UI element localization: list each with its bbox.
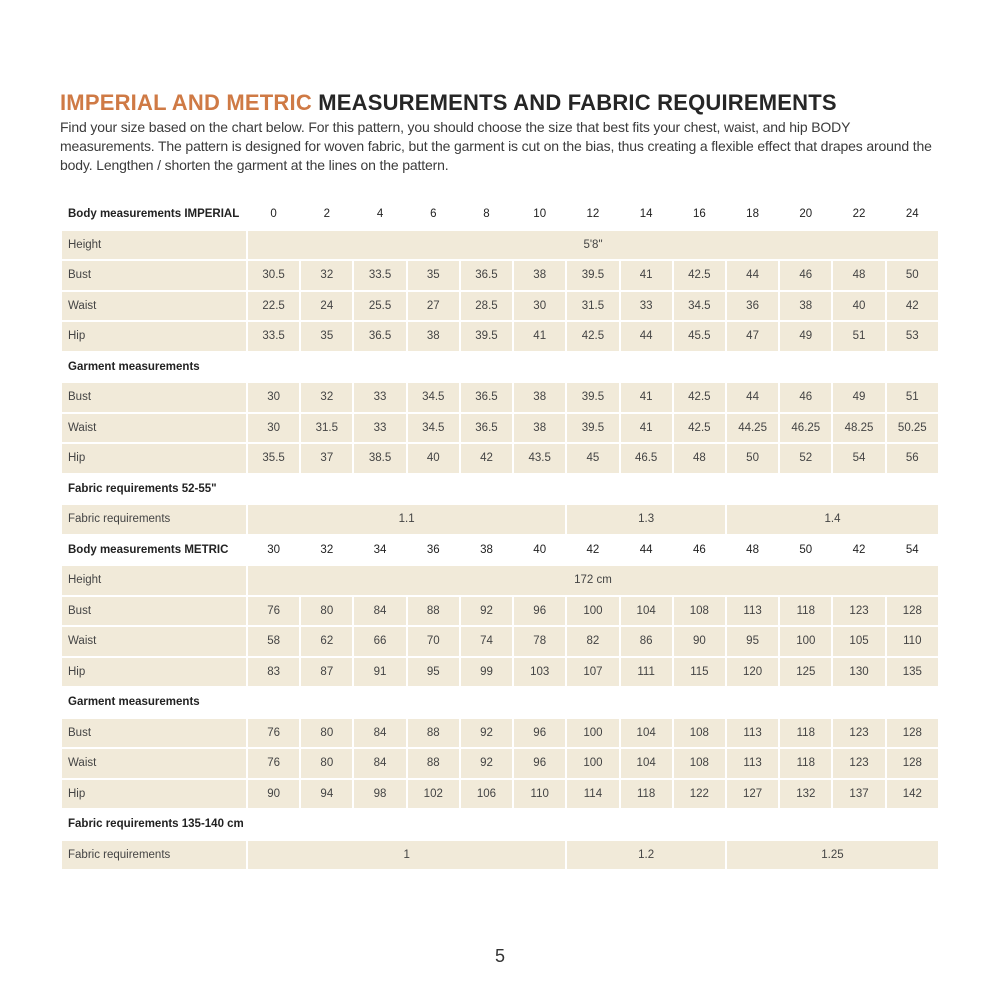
row-label: Waist <box>62 627 246 656</box>
fabric-value: 1.2 <box>567 841 725 870</box>
measurement-value: 114 <box>567 780 618 809</box>
size-label: 48 <box>746 543 759 556</box>
measurement-value: 113 <box>727 719 778 748</box>
size-label: 2 <box>323 208 331 221</box>
size-label: 20 <box>799 208 813 221</box>
measurement-value: 33 <box>621 292 672 321</box>
measurement-value: 41 <box>621 261 672 290</box>
measurement-value: 78 <box>514 627 565 656</box>
measurement-value: 37 <box>301 444 352 473</box>
metric-fabric-row <box>62 841 938 870</box>
row-label: Hip <box>62 658 246 687</box>
size-label: 22 <box>852 208 866 221</box>
measurement-value: 39.5 <box>567 383 618 412</box>
measurement-value: 58 <box>248 627 299 656</box>
row-label: Hip <box>62 780 246 809</box>
measurement-value: 44 <box>621 322 672 351</box>
measurement-value: 38 <box>514 383 565 412</box>
size-label: 54 <box>905 543 919 556</box>
imperial-body-row <box>62 322 938 351</box>
measurement-value: 49 <box>833 383 884 412</box>
measurement-value: 106 <box>461 780 512 809</box>
measurement-value: 96 <box>514 719 565 748</box>
height-value: 172 cm <box>248 566 938 595</box>
measurement-value: 95 <box>408 658 459 687</box>
fabric-value: 1.25 <box>727 841 938 870</box>
measurement-value: 76 <box>248 719 299 748</box>
measurement-value: 39.5 <box>567 261 618 290</box>
size-label: 34 <box>373 543 387 556</box>
measurement-value: 66 <box>354 627 405 656</box>
measurement-value: 50.25 <box>887 414 938 443</box>
measurement-value: 96 <box>514 749 565 778</box>
measurement-value: 54 <box>833 444 884 473</box>
measurement-value: 108 <box>674 749 725 778</box>
metric-garment-row <box>62 749 938 778</box>
section-header: Garment measurements <box>68 696 200 709</box>
size-label: 14 <box>639 208 653 221</box>
size-label: 18 <box>746 208 759 221</box>
metric-fabric-header-row <box>62 810 938 839</box>
measurement-value: 28.5 <box>461 292 512 321</box>
size-label: 32 <box>320 543 334 556</box>
measurement-value: 88 <box>408 749 459 778</box>
metric-height-row <box>62 566 938 595</box>
row-label: Hip <box>62 444 246 473</box>
measurement-value: 40 <box>408 444 459 473</box>
measurement-value: 51 <box>887 383 938 412</box>
measurement-value: 38 <box>514 261 565 290</box>
size-label: 46 <box>692 543 706 556</box>
measurement-value: 74 <box>461 627 512 656</box>
measurement-value: 49 <box>780 322 831 351</box>
row-label: Bust <box>62 719 246 748</box>
measurement-value: 46 <box>780 261 831 290</box>
measurement-value: 104 <box>621 719 672 748</box>
measurement-value: 47 <box>727 322 778 351</box>
measurement-value: 35 <box>408 261 459 290</box>
measurement-value: 50 <box>727 444 778 473</box>
measurement-value: 43.5 <box>514 444 565 473</box>
measurement-value: 52 <box>780 444 831 473</box>
imperial-body-row <box>62 261 938 290</box>
measurement-value: 42.5 <box>674 383 725 412</box>
measurement-value: 88 <box>408 719 459 748</box>
measurement-value: 96 <box>514 597 565 626</box>
measurement-value: 27 <box>408 292 459 321</box>
size-label: 12 <box>586 208 600 221</box>
measurement-value: 48 <box>674 444 725 473</box>
size-label: 16 <box>692 208 706 221</box>
measurement-value: 36.5 <box>461 261 512 290</box>
measurement-value: 125 <box>780 658 831 687</box>
measurement-value: 30 <box>248 414 299 443</box>
measurement-value: 76 <box>248 597 299 626</box>
section-header: Fabric requirements 135-140 cm <box>68 818 244 831</box>
measurement-value: 142 <box>887 780 938 809</box>
measurement-value: 122 <box>674 780 725 809</box>
measurement-value: 99 <box>461 658 512 687</box>
measurement-value: 24 <box>301 292 352 321</box>
measurement-value: 36.5 <box>354 322 405 351</box>
measurement-value: 123 <box>833 597 884 626</box>
section-header: Body measurements METRIC <box>68 543 229 556</box>
size-label: 30 <box>267 543 280 556</box>
measurement-value: 38 <box>408 322 459 351</box>
size-label: 10 <box>533 208 547 221</box>
section-header: Fabric requirements 52-55" <box>68 482 217 495</box>
measurement-value: 128 <box>887 719 938 748</box>
measurement-value: 128 <box>887 749 938 778</box>
measurement-value: 123 <box>833 719 884 748</box>
measurement-value: 45.5 <box>674 322 725 351</box>
measurement-value: 42 <box>887 292 938 321</box>
measurement-value: 40 <box>833 292 884 321</box>
row-label: Fabric requirements <box>62 505 246 534</box>
measurement-value: 35.5 <box>248 444 299 473</box>
measurement-value: 100 <box>567 749 618 778</box>
measurement-value: 33 <box>354 383 405 412</box>
fabric-value: 1.3 <box>567 505 725 534</box>
measurement-value: 135 <box>887 658 938 687</box>
measurement-value: 115 <box>674 658 725 687</box>
measurement-value: 38 <box>514 414 565 443</box>
measurement-value: 118 <box>780 719 831 748</box>
size-label: 40 <box>533 543 547 556</box>
measurement-value: 36 <box>727 292 778 321</box>
intro-paragraph: Find your size based on the chart below. For this pattern, you should choose the size that best fits your chest, waist, and hip BODY measurements. The pattern is designed for woven fabric, but the garment is cut on the bias, thus creating a flexible effect that drapes around the body. Lengthen / shorten the garment at the lines on the pattern. <box>60 119 932 173</box>
measurement-value: 38 <box>780 292 831 321</box>
measurement-value: 83 <box>248 658 299 687</box>
measurement-value: 32 <box>301 383 352 412</box>
size-label: 42 <box>586 543 600 556</box>
fabric-value: 1.4 <box>727 505 938 534</box>
measurement-value: 118 <box>780 597 831 626</box>
row-label: Height <box>62 231 246 260</box>
measurement-value: 80 <box>301 597 352 626</box>
measurement-value: 41 <box>514 322 565 351</box>
measurement-value: 92 <box>461 719 512 748</box>
measurement-value: 107 <box>567 658 618 687</box>
measurement-value: 44 <box>727 261 778 290</box>
measurement-value: 30.5 <box>248 261 299 290</box>
measurement-value: 87 <box>301 658 352 687</box>
metric-body-row <box>62 627 938 656</box>
row-label: Waist <box>62 414 246 443</box>
measurement-value: 100 <box>567 597 618 626</box>
measurement-value: 31.5 <box>301 414 352 443</box>
measurement-value: 108 <box>674 597 725 626</box>
measurement-value: 22.5 <box>248 292 299 321</box>
measurement-value: 90 <box>248 780 299 809</box>
measurement-value: 94 <box>301 780 352 809</box>
measurement-value: 42 <box>461 444 512 473</box>
measurement-value: 111 <box>621 658 672 687</box>
measurement-value: 128 <box>887 597 938 626</box>
height-value: 5'8" <box>248 231 938 260</box>
measurement-value: 36.5 <box>461 383 512 412</box>
measurement-value: 44.25 <box>727 414 778 443</box>
measurement-value: 110 <box>514 780 565 809</box>
measurement-value: 102 <box>408 780 459 809</box>
measurement-value: 62 <box>301 627 352 656</box>
measurement-value: 130 <box>833 658 884 687</box>
size-label: 38 <box>480 543 493 556</box>
measurement-value: 34.5 <box>408 414 459 443</box>
imperial-fabric-row <box>62 505 938 534</box>
measurement-value: 91 <box>354 658 405 687</box>
section-header: Garment measurements <box>68 360 200 373</box>
measurement-value: 80 <box>301 749 352 778</box>
measurement-value: 100 <box>567 719 618 748</box>
imperial-garment-row <box>62 414 938 443</box>
row-label: Height <box>62 566 246 595</box>
size-label: 8 <box>483 208 490 221</box>
imperial-height-row <box>62 231 938 260</box>
measurement-value: 33.5 <box>248 322 299 351</box>
measurement-value: 132 <box>780 780 831 809</box>
measurement-value: 118 <box>621 780 672 809</box>
metric-garment-row <box>62 719 938 748</box>
measurement-value: 105 <box>833 627 884 656</box>
measurement-value: 92 <box>461 749 512 778</box>
measurement-value: 46.25 <box>780 414 831 443</box>
measurement-value: 100 <box>780 627 831 656</box>
imperial-garment-header-row <box>62 353 938 382</box>
measurement-value: 137 <box>833 780 884 809</box>
measurement-value: 104 <box>621 597 672 626</box>
measurement-value: 46 <box>780 383 831 412</box>
fabric-value: 1.1 <box>248 505 565 534</box>
measurement-value: 80 <box>301 719 352 748</box>
row-label: Waist <box>62 749 246 778</box>
measurement-value: 32 <box>301 261 352 290</box>
size-label: 44 <box>639 543 653 556</box>
measurement-value: 127 <box>727 780 778 809</box>
measurement-value: 110 <box>887 627 938 656</box>
measurement-value: 30 <box>514 292 565 321</box>
imperial-garment-row <box>62 444 938 473</box>
measurement-value: 90 <box>674 627 725 656</box>
measurement-value: 39.5 <box>567 414 618 443</box>
measurement-value: 35 <box>301 322 352 351</box>
page-number: 5 <box>494 946 505 966</box>
measurement-value: 88 <box>408 597 459 626</box>
row-label: Hip <box>62 322 246 351</box>
fabric-value: 1 <box>248 841 565 870</box>
size-label: 50 <box>799 543 813 556</box>
measurement-value: 86 <box>621 627 672 656</box>
measurement-value: 120 <box>727 658 778 687</box>
measurement-value: 42.5 <box>567 322 618 351</box>
measurement-value: 70 <box>408 627 459 656</box>
measurement-value: 41 <box>621 383 672 412</box>
size-label: 42 <box>852 543 866 556</box>
measurement-value: 98 <box>354 780 405 809</box>
imperial-garment-row <box>62 383 938 412</box>
section-header: Body measurements IMPERIAL <box>68 208 240 221</box>
measurement-value: 25.5 <box>354 292 405 321</box>
measurement-value: 33.5 <box>354 261 405 290</box>
row-label: Bust <box>62 383 246 412</box>
measurement-value: 33 <box>354 414 405 443</box>
metric-garment-row <box>62 780 938 809</box>
size-label: 4 <box>376 208 384 221</box>
measurement-value: 108 <box>674 719 725 748</box>
page-title <box>60 90 837 116</box>
measurement-value: 39.5 <box>461 322 512 351</box>
measurement-value: 118 <box>780 749 831 778</box>
metric-body-row <box>62 658 938 687</box>
row-label: Fabric requirements <box>62 841 246 870</box>
measurement-value: 31.5 <box>567 292 618 321</box>
metric-garment-header-row <box>62 688 938 717</box>
measurement-value: 103 <box>514 658 565 687</box>
measurement-value: 95 <box>727 627 778 656</box>
measurement-value: 50 <box>887 261 938 290</box>
measurements-table <box>60 198 940 871</box>
row-label: Waist <box>62 292 246 321</box>
measurement-value: 41 <box>621 414 672 443</box>
measurement-value: 42.5 <box>674 261 725 290</box>
measurement-value: 123 <box>833 749 884 778</box>
measurement-value: 45 <box>567 444 618 473</box>
measurement-value: 92 <box>461 597 512 626</box>
measurement-value: 53 <box>887 322 938 351</box>
title-rest: MEASUREMENTS AND FABRIC REQUIREMENTS <box>318 90 837 115</box>
row-label: Bust <box>62 597 246 626</box>
measurement-value: 38.5 <box>354 444 405 473</box>
measurement-value: 34.5 <box>674 292 725 321</box>
metric-body-row <box>62 597 938 626</box>
imperial-header-row <box>62 200 938 229</box>
measurement-value: 84 <box>354 597 405 626</box>
measurement-value: 113 <box>727 597 778 626</box>
imperial-body-row <box>62 292 938 321</box>
measurement-value: 84 <box>354 749 405 778</box>
size-label: 0 <box>270 208 277 221</box>
measurement-value: 82 <box>567 627 618 656</box>
measurement-value: 30 <box>248 383 299 412</box>
measurement-value: 113 <box>727 749 778 778</box>
measurement-value: 56 <box>887 444 938 473</box>
size-label: 24 <box>905 208 919 221</box>
measurement-value: 51 <box>833 322 884 351</box>
size-label: 36 <box>426 543 440 556</box>
measurement-value: 44 <box>727 383 778 412</box>
imperial-fabric-header-row <box>62 475 938 504</box>
measurement-value: 76 <box>248 749 299 778</box>
measurement-value: 104 <box>621 749 672 778</box>
measurement-value: 48.25 <box>833 414 884 443</box>
measurement-value: 42.5 <box>674 414 725 443</box>
measurement-value: 36.5 <box>461 414 512 443</box>
title-accent: IMPERIAL AND METRIC <box>60 90 312 115</box>
measurement-value: 34.5 <box>408 383 459 412</box>
measurement-value: 48 <box>833 261 884 290</box>
row-label: Bust <box>62 261 246 290</box>
measurement-value: 84 <box>354 719 405 748</box>
measurement-value: 46.5 <box>621 444 672 473</box>
size-label: 6 <box>430 208 437 221</box>
metric-header-row <box>62 536 938 565</box>
